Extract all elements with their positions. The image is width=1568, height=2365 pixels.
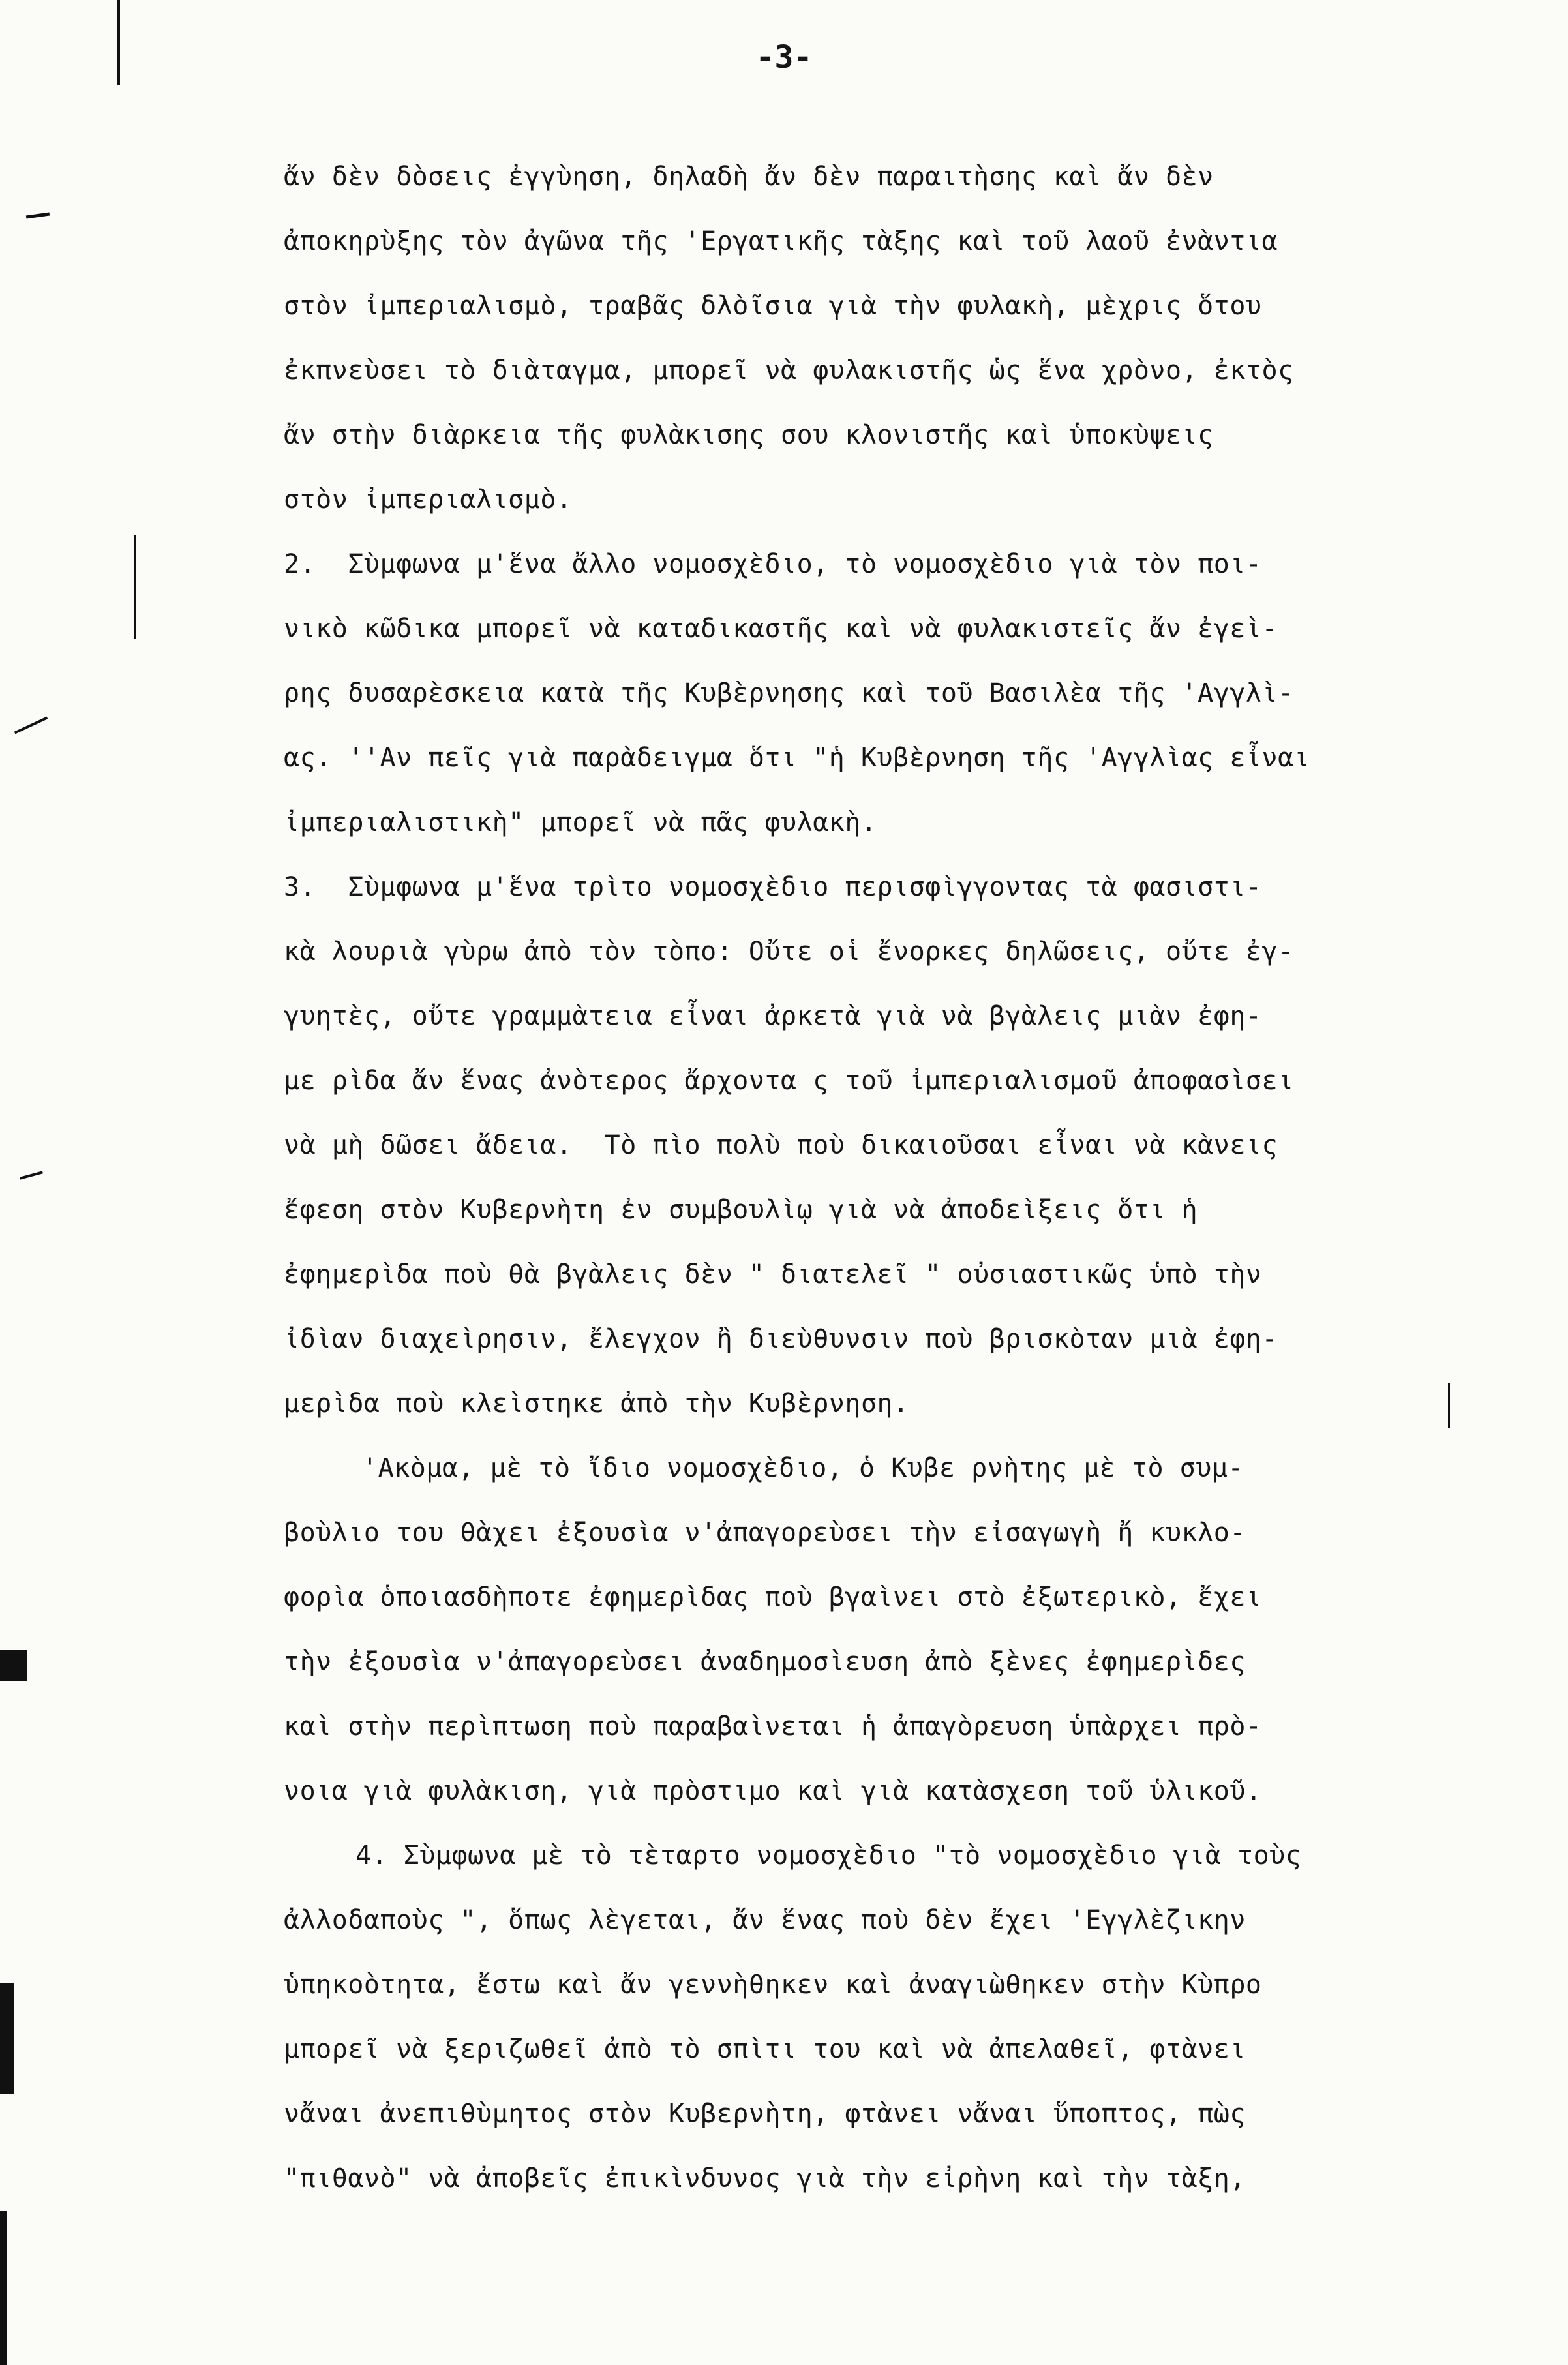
text-line: ἄν στὴν διὰρκεια τῆς φυλὰκισης σου κλονιστῆς καὶ ὑποκὺψεις bbox=[284, 420, 1214, 450]
text-line: μερὶδα ποὺ κλεὶστηκε ἀπὸ τὴν Κυβὲρνηση. bbox=[284, 1389, 909, 1419]
text-line: ἀποκηρὺξης τὸν ἀγῶνα τῆς 'Εργατικῆς τὰξης καὶ τοῦ λαοῦ ἐνὰντια bbox=[284, 226, 1278, 256]
text-line: "πιθανὸ" νὰ ἀποβεῖς ἐπικὶνδυνος γιὰ τὴν εἰρὴνη καὶ τὴν τὰξη, bbox=[284, 2163, 1246, 2193]
margin-mark bbox=[20, 1171, 43, 1179]
text-line: νοια γιὰ φυλὰκιση, γιὰ πρὸστιμο καὶ γιὰ κατὰσχεση τοῦ ὑλικοῦ. bbox=[284, 1776, 1262, 1806]
text-line: ἐφημερὶδα ποὺ θὰ βγὰλεις δὲν " διατελεῖ " οὐσιαστικῶς ὑπὸ τὴν bbox=[284, 1259, 1262, 1289]
margin-mark bbox=[0, 1983, 14, 2094]
margin-mark bbox=[14, 717, 48, 734]
text-line: ἐκπνεὺσει τὸ διὰταγμα, μπορεῖ νὰ φυλακιστῆς ὡς ἕνα χρὸνο, ἐκτὸς bbox=[284, 355, 1294, 385]
margin-mark bbox=[0, 1650, 27, 1681]
text-line: κὰ λουριὰ γὺρω ἀπὸ τὸν τὸπο: Οὔτε οἱ ἔνορκες δηλῶσεις, οὔτε ἐγ- bbox=[284, 937, 1294, 967]
text-line: με ρὶδα ἄν ἕνας ἀνὸτερος ἄρχοντα ς τοῦ ἰμπεριαλισμοῦ ἀποφασὶσει bbox=[284, 1066, 1294, 1096]
text-line: 2. Σὺμφωνα μ'ἕνα ἄλλο νομοσχὲδιο, τὸ νομοσχὲδιο γιὰ τὸν ποι- bbox=[284, 549, 1262, 579]
text-line: 4. Σὺμφωνα μὲ τὸ τὲταρτο νομοσχὲδιο "τὸ νομοσχὲδιο γιὰ τοὺς bbox=[355, 1841, 1302, 1871]
text-line: ἔφεση στὸν Κυβερνὴτη ἐν συμβουλὶῳ γιὰ νὰ ἀποδεὶξεις ὅτι ἡ bbox=[284, 1195, 1198, 1225]
text-line: νικὸ κῶδικα μπορεῖ νὰ καταδικαστῆς καὶ νὰ φυλακιστεῖς ἄν ἐγεὶ- bbox=[284, 614, 1278, 644]
text-line: στὸν ἰμπεριαλισμὸ. bbox=[284, 485, 573, 515]
margin-mark bbox=[0, 2211, 7, 2365]
text-line: βοὺλιο του θὰχει ἐξουσὶα ν'ἀπαγορεὺσει τὴν εἰσαγωγὴ ἤ κυκλο- bbox=[284, 1518, 1246, 1548]
text-line: ἄν δὲν δὸσεις ἐγγὺηση, δηλαδὴ ἄν δὲν παραιτὴσης καὶ ἄν δὲν bbox=[284, 162, 1214, 192]
text-line: τὴν ἐξουσὶα ν'ἀπαγορεὺσει ἀναδημοσὶευση ἀπὸ ξὲνες ἐφημερὶδες bbox=[284, 1647, 1246, 1677]
text-line: ἰμπεριαλιστικὴ" μπορεῖ νὰ πᾶς φυλακὴ. bbox=[284, 807, 877, 837]
page-number: -3- bbox=[755, 39, 813, 76]
text-line: καὶ στὴν περὶπτωση ποὺ παραβαὶνεται ἡ ἀπαγὸρευση ὑπὰρχει πρὸ- bbox=[284, 1711, 1262, 1741]
text-line: ἰδὶαν διαχεὶρησιν, ἔλεγχον ἢ διεὺθυνσιν ποὺ βρισκὸταν μιὰ ἐφη- bbox=[284, 1324, 1278, 1354]
document-body bbox=[284, 145, 1523, 2211]
text-line: ἀλλοδαποὺς ", ὅπως λὲγεται, ἄν ἕνας ποὺ δὲν ἔχει 'Εγγλὲζικην bbox=[284, 1905, 1246, 1935]
margin-mark bbox=[26, 213, 50, 219]
text-line: ας. ''Αν πεῖς γιὰ παρὰδειγμα ὅτι "ἡ Κυβὲρνηση τῆς 'Αγγλὶας εἶναι bbox=[284, 743, 1310, 773]
text-line: 3. Σὺμφωνα μ'ἕνα τρὶτο νομοσχὲδιο περισφὶγγοντας τὰ φασιστι- bbox=[284, 872, 1262, 902]
text-line: φορὶα ὁποιασδὴποτε ἐφημερὶδας ποὺ βγαὶνει στὸ ἐξωτερικὸ, ἔχει bbox=[284, 1582, 1262, 1612]
text-line: νἄναι ἀνεπιθὺμητος στὸν Κυβερνὴτη, φτὰνει νἄναι ὕποπτος, πὼς bbox=[284, 2099, 1246, 2129]
text-line: γυητὲς, οὔτε γραμμὰτεια εἶναι ἀρκετὰ γιὰ νὰ βγὰλεις μιὰν ἐφη- bbox=[284, 1001, 1262, 1031]
text-line: μπορεῖ νὰ ξεριζωθεῖ ἀπὸ τὸ σπὶτι του καὶ νὰ ἀπελαθεῖ, φτὰνει bbox=[284, 2034, 1246, 2064]
text-line: ρης δυσαρὲσκεια κατὰ τῆς Κυβὲρνησης καὶ τοῦ Βασιλὲα τῆς 'Αγγλὶ- bbox=[284, 678, 1294, 708]
margin-mark bbox=[134, 535, 136, 639]
text-line: στὸν ἰμπεριαλισμὸ, τραβᾶς δλὸῖσια γιὰ τὴν φυλακὴ, μὲχρις ὅτου bbox=[284, 291, 1262, 321]
text-line: ὑπηκοὸτητα, ἔστω καὶ ἄν γεννὴθηκεν καὶ ἀναγιὼθηκεν στὴν Κὺπρο bbox=[284, 1970, 1262, 2000]
text-line: 'Ακὸμα, μὲ τὸ ἴδιο νομοσχὲδιο, ὁ Κυβε ρνὴτης μὲ τὸ συμ- bbox=[362, 1453, 1244, 1483]
text-line: νὰ μὴ δῶσει ἄδεια. Τὸ πὶο πολὺ ποὺ δικαιοῦσαι εἶναι νὰ κὰνεις bbox=[284, 1130, 1278, 1160]
